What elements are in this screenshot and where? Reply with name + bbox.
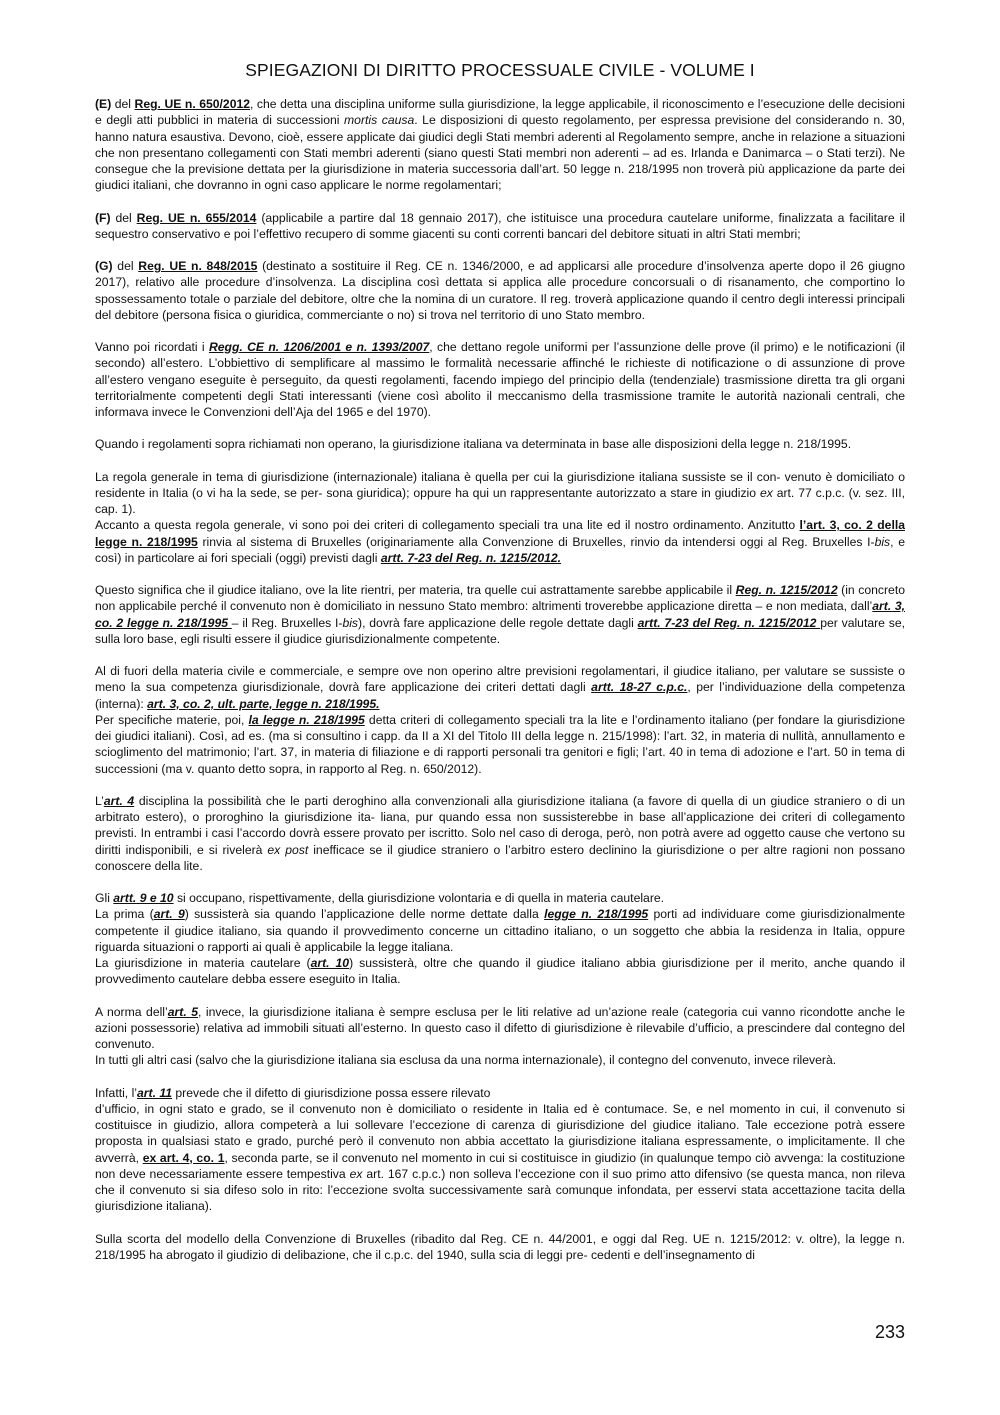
- text-run: In tutti gli altri casi (salvo che la giurisdizione italiana sia esclusa da una norma internazionale), il contegno del convenuto, invece rileverà.: [95, 1053, 837, 1068]
- text-run: – il Reg. Bruxelles I-: [231, 615, 343, 630]
- paragraph: [95, 96, 905, 194]
- paragraph: [95, 712, 905, 777]
- text-run: ), dovrà fare applicazione delle regole dettate dagli: [358, 615, 638, 630]
- text-run: ) sussisterà sia quando l’applicazione delle norme dettate dalla: [184, 907, 545, 922]
- text-run: (in concreto non applicabile perché il convenuto non è domiciliato in nessuno Stato membro: altrimenti troverebbe applicazione diretta – e non mediata, dall’: [95, 583, 906, 614]
- emphasis-run: (F): [95, 210, 111, 225]
- text-run: art. 77 c.p.c. (v. sez. III, cap. 1).: [95, 485, 905, 516]
- emphasis-run: Reg. n. 1215/2012: [735, 583, 838, 597]
- paragraph: [95, 469, 905, 518]
- emphasis-run: art. 10: [310, 956, 350, 970]
- text-run: Infatti, l’: [95, 1085, 137, 1100]
- emphasis-run: artt. 9 e 10: [113, 891, 174, 905]
- emphasis-run: bis: [874, 534, 891, 549]
- emphasis-run: Reg. UE n. 655/2014: [136, 210, 257, 225]
- paragraph: [95, 210, 905, 243]
- paragraph: [95, 793, 905, 874]
- paragraph: [95, 955, 905, 988]
- text-run: Vanno poi ricordati i: [95, 340, 209, 354]
- emphasis-run: Regg. CE n. 1206/2001 e n. 1393/2007: [208, 340, 430, 354]
- paragraph: [95, 1231, 905, 1264]
- text-run: La giurisdizione in materia cautelare (: [95, 956, 311, 970]
- emphasis-run: artt. 7-23 del Reg. n. 1215/2012: [637, 615, 821, 630]
- text-run: si occupano, rispettivamente, della giurisdizione volontaria e di quella in materia cautelare.: [173, 891, 665, 905]
- paragraph: [95, 1101, 905, 1215]
- text-run: disciplina la possibilità che le parti deroghino alla convenzionali alla giurisdizione italiana (a favore di quella di un giudice straniero o di un arbitrato estero), o proroghino la giurisdizione ita- liana, pur quando essa non sussisterebbe in base all’applicazione dei criteri di collegamento previsti. In entrambi i casi l’accordo dovrà essere provato per iscritto. Solo nel caso di deroga, però, non potrà avere ad oggetto cause che vertono su diritti indisponibili, e si rivelerà: [95, 793, 905, 857]
- emphasis-run: la legge n. 218/1995: [248, 712, 365, 727]
- text-run: , invece, la giurisdizione italiana è sempre esclusa per le liti relative ad un’azione reale (categoria cui vanno ricondotte anche le azioni possessorie) relativa ad immobili situati all’esterno. In questo caso il difetto di giurisdizione è rilevabile d’ufficio, a prescindere dal contegno del convenuto.: [95, 1004, 906, 1051]
- emphasis-run: art. 3, co. 2 legge n. 218/1995: [95, 599, 905, 630]
- text-run: detta criteri di collegamento speciali tra la lite e l’ordinamento italiano (per fondare la giurisdizione dei giudici italiani). Così, ad es. (ma si consultino i capp. da II a XI del Titolo III della legge n. 215/1998): l’art. 32, in materia di nullità, annullamento e scioglimento del matrimonio; l’art. 37, in materia di filiazione e di rapporti personali tra genitori e figli; l’art. 40 in tema di adozione e l’art. 50 in tema di successioni (ma v. quanto detto sopra, in rapporto al Reg. n. 650/2012).: [95, 712, 905, 776]
- emphasis-run: bis: [342, 615, 359, 630]
- text-run: del: [112, 259, 139, 273]
- emphasis-run: (E): [95, 97, 112, 111]
- emphasis-run: l’art. 3, co. 2 della legge n. 218/1995: [95, 518, 905, 549]
- text-run: porti ad individuare come giurisdizionalmente competente il giudice italiano, sia quando il provvedimento concerne un cittadino italiano, o un soggetto che abbia la residenza in Italia, oppure riguarda situazioni o rapporti ai quali è applicabile la legge italiana.: [95, 907, 905, 954]
- text-run: Quando i regolamenti sopra richiamati non operano, la giurisdizione italiana va determinata in base alle disposizioni della legge n. 218/1995.: [95, 437, 852, 452]
- text-run: Accanto a questa regola generale, vi sono poi dei criteri di collegamento speciali tra una lite ed il nostro ordinamento. Anzitutto: [95, 518, 800, 533]
- text-run: del: [111, 97, 135, 111]
- paragraph: [95, 663, 905, 712]
- paragraph: [95, 582, 905, 647]
- emphasis-run: ex art. 4, co. 1: [142, 1150, 225, 1165]
- text-run: Sulla scorta del modello della Convenzione di Bruxelles (ribadito dal Reg. CE n. 44/2001, e oggi dal Reg. UE n. 1215/2012: v. oltre), la legge n. 218/1995 ha abrogato il giudizio di delibazione, che il c.p.c. del 1940, sulla scia di leggi pre- cedenti e dell’insegnamento di: [95, 1231, 905, 1262]
- text-run: Al di fuori della materia civile e commerciale, e sempre ove non operino altre previsioni regolamentari, il giudice italiano, per valutare se sussiste o meno la sua competenza giurisdizionale, dovrà fare applicazione dei criteri dettati dagli: [95, 664, 905, 695]
- emphasis-run: art. 9: [153, 907, 185, 922]
- emphasis-run: (G): [95, 259, 113, 273]
- emphasis-run: ex: [349, 1166, 363, 1181]
- emphasis-run: ex post: [267, 842, 309, 857]
- text-run: A norma dell’: [95, 1004, 168, 1019]
- text-run: prevede che il difetto di giurisdizione possa essere rilevato: [172, 1085, 491, 1100]
- text-run: , che dettano regole uniformi per l’assunzione delle prove (il primo) e le notificazioni (il secondo) all’estero. L’obbiettivo di semplificare al massimo le formalità necessarie affinché le richieste di notificazione o di assunzione di prove all’estero vengano eseguite è perseguito, da questi regolamenti, facendo impiego del principio della (tendenziale) trasmissione diretta tra gli organi territorialmente competenti degli Stati interessanti (viene così abolito il meccanismo della trasmissione tramite le autorità nazionali centrali, che informava invece le Convenzioni dell’Aja del 1965 e del 1970).: [95, 340, 906, 419]
- text-run: La regola generale in tema di giurisdizione (internazionale) italiana è quella per cui la giurisdizione italiana sussiste se il con- venuto è domiciliato o residente in Italia (o vi ha la sede, se per- sona giuridica); oppure ha qui un rappresentante autorizzato a stare in giudizio: [95, 469, 905, 500]
- emphasis-run: ex: [759, 485, 773, 500]
- emphasis-run: art. 5: [167, 1004, 199, 1019]
- paragraph: [95, 906, 905, 955]
- text-run: . Le disposizioni di questo regolamento, per espressa previsione del considerando n. 30, hanno natura esaustiva. Devono, cioè, essere applicate dai giudici degli Stati membri aderenti al Regolamento sempre, anche in relazione a situazioni che non presentano collegamenti con Stati membri aderenti (siano questi Stati membri non aderenti – ad es. Irlanda e Danimarca – o Stati terzi). Ne consegue che la previsione dettata per la giurisdizione in materia successoria dall’art. 50 legge n. 218/1995 non troverà più applicazione da parte dei giudici italiani, che dovranno in ogni caso applicare le norme regolamentari;: [95, 113, 905, 193]
- text-run: ) sussisterà, oltre che quando il giudice italiano abbia giurisdizione per il merito, anche quando il provvedimento cautelare debba essere eseguito in Italia.: [95, 956, 905, 987]
- paragraph: [95, 1052, 905, 1068]
- paragraph: [95, 890, 905, 906]
- emphasis-run: Reg. UE n. 650/2012: [134, 97, 251, 111]
- text-run: (destinato a sostituire il Reg. CE n. 1346/2000, e ad applicarsi alle procedure d’insolvenza aperte dopo il 26 giugno 2017), relativo alle procedure d’insolvenza. La disciplina così dettata si applica alle procedure concorsuali o di risanamento, che comportino lo spossessamento totale o parziale del debitore, oltre che la nomina di un curatore. Il reg. troverà applicazione quando il centro degli interessi principali del debitore (persona fisica o giuridica, commerciante o no) si trova nel territorio di uno Stato membro.: [95, 259, 905, 322]
- emphasis-run: artt. 7-23 del Reg. n. 1215/2012.: [380, 550, 562, 565]
- paragraph: [95, 258, 905, 323]
- text-run: del: [110, 210, 137, 225]
- paragraph: [95, 436, 905, 452]
- paragraph: [95, 1085, 905, 1101]
- text-run: , seconda parte, se il convenuto nel momento in cui si costituisce in giudizio (in qualunque tempo ciò avvenga: la costituzione non deve necessariamente essere tempestiva: [95, 1150, 905, 1181]
- text-run: , che detta una disciplina uniforme sulla giurisdizione, la legge applicabile, il riconoscimento e l’esecuzione delle decisioni e degli atti pubblici in materia di successioni: [95, 97, 905, 128]
- text-run: (applicabile a partire dal 18 gennaio 2017), che istituisce una procedura cautelare uniforme, finalizzata a facilitare il sequestro conservativo e poi l’effettivo recupero di somme giacenti su conti correnti bancari del debitore situati in altri Stati membri;: [95, 210, 905, 241]
- text-run: rinvia al sistema di Bruxelles (originariamente alla Convenzione di Bruxelles, rinvio da intendersi oggi al Reg. Bruxelles I-: [197, 534, 875, 549]
- text-run: inefficace se il giudice straniero o l’arbitro estero declinino la giurisdizione o per altre ragioni non possano conoscere della lite.: [95, 842, 905, 873]
- text-run: Gli: [95, 891, 114, 905]
- text-run: Per specifiche materie, poi,: [95, 712, 249, 727]
- emphasis-run: Reg. UE n. 848/2015: [138, 259, 258, 273]
- emphasis-run: art. 3, co. 2, ult. parte, legge n. 218/1995.: [147, 696, 380, 711]
- emphasis-run: art. 4: [103, 793, 135, 808]
- paragraph: [95, 339, 905, 420]
- emphasis-run: legge n. 218/1995: [544, 907, 649, 922]
- text-run: per valutare se, sulla loro base, egli risulti essere il giudice giurisdizionalmente competente.: [95, 615, 905, 646]
- paragraph: [95, 1004, 905, 1053]
- text-run: , per l’individuazione della competenza (interna):: [95, 680, 905, 711]
- text-run: , e così) in particolare ai fori speciali (oggi) previsti dagli: [95, 534, 905, 565]
- text-run: L’: [95, 793, 104, 808]
- emphasis-run: artt. 18-27 c.p.c.: [591, 680, 688, 695]
- text-run: d’ufficio, in ogni stato e grado, se il convenuto non è domiciliato o residente in Italia ed è contumace. Se, e nel momento in cui, il convenuto si costituisce in giudizio, allora competerà a lui sollevare l’eccezione di carenza di giurisdizione del giudice italiano. Tale eccezione potrà essere proposta in qualsiasi stato e grado, purché però il convenuto non abbia accettato la giurisdizione italiana espressamente, o implicitamente. Il che avverrà,: [95, 1101, 905, 1165]
- text-run: La prima (: [95, 907, 154, 922]
- emphasis-run: mortis causa: [344, 113, 415, 128]
- body-text: [95, 96, 905, 1263]
- running-title: SPIEGAZIONI DI DIRITTO PROCESSUALE CIVILE - VOLUME I: [245, 60, 755, 80]
- paragraph: [95, 517, 905, 566]
- text-run: Questo significa che il giudice italiano, ove la lite rientri, per materia, tra quelle cui astrattamente sarebbe applicabile il: [95, 583, 736, 597]
- text-run: art. 167 c.p.c.) non solleva l’eccezione con il suo primo atto difensivo (se questa manca, non rileva che il convenuto si sia difeso solo in rito: l’eccezione svolta successivamente sarà comunque infondata, per esservi stata accettazione tacita della giurisdizione italiana).: [95, 1166, 905, 1214]
- emphasis-run: art. 11: [137, 1085, 173, 1100]
- page-number: 233: [874, 1322, 905, 1342]
